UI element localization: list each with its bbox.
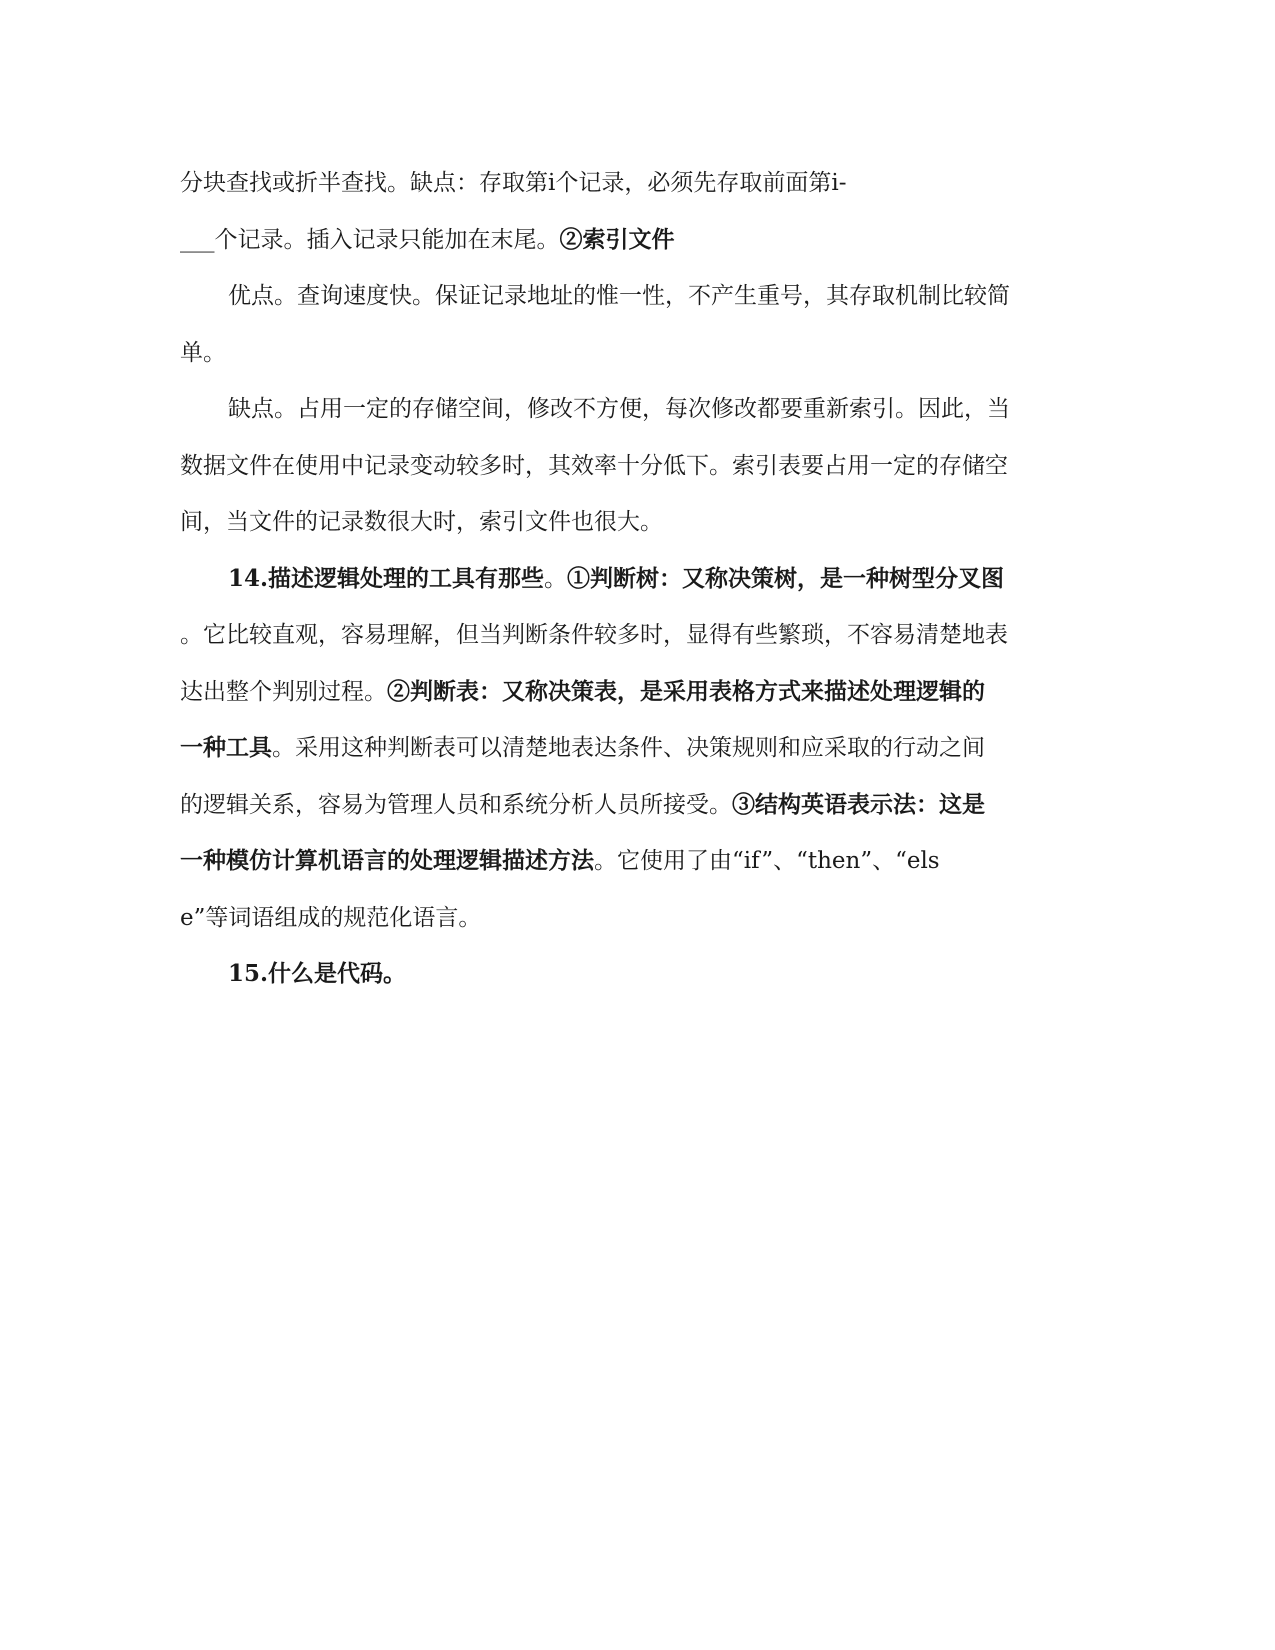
text-segment: 数据文件在使用中记录变动较多时，其效率十分低下。索引表要占用一定的存储空 xyxy=(180,452,1008,479)
text-line xyxy=(180,438,1040,495)
text-line xyxy=(180,325,1040,382)
text-line xyxy=(180,551,1040,608)
question-14-heading: 14.描述逻辑处理的工具有那些 xyxy=(228,564,545,592)
text-segment: 。 xyxy=(544,565,568,592)
text-line xyxy=(180,777,1040,834)
bold-term-structured-english: ③结构英语表示法：这是 xyxy=(732,790,985,818)
text-segment: 达出整个判别过程。 xyxy=(180,678,387,705)
text-segment: 。采用这种判断表可以清楚地表达条件、决策规则和应采取的行动之间 xyxy=(272,735,985,761)
text-line xyxy=(180,268,1040,325)
text-segment: ___个记录。插入记录只能加在末尾。 xyxy=(180,226,560,253)
text-line xyxy=(180,664,1040,721)
text-line xyxy=(180,720,1040,777)
text-line xyxy=(180,890,1040,947)
text-line xyxy=(180,212,1040,269)
bold-term-decision-tree: ①判断树：又称决策树，是一种树型分叉图 xyxy=(567,564,1005,592)
text-segment: 的逻辑关系，容易为管理人员和系统分析人员所接受。 xyxy=(180,791,732,818)
question-15-heading: 15.什么是代码。 xyxy=(228,960,407,987)
bold-term-decision-table: ②判断表：又称决策表，是采用表格方式来描述处理逻辑的 xyxy=(387,677,985,705)
text-segment: 缺点。占用一定的存储空间，修改不方便，每次修改都要重新索引。因此，当 xyxy=(228,396,1010,422)
bold-term-structured-english-cont: 一种模仿计算机语言的处理逻辑描述方法 xyxy=(180,847,594,874)
text-line xyxy=(180,494,1040,551)
text-line xyxy=(180,833,1040,890)
text-line xyxy=(180,946,1040,1003)
text-line xyxy=(180,607,1040,664)
text-segment: 。它使用了由“if”、“then”、“els xyxy=(594,848,940,874)
text-segment: 优点。查询速度快。保证记录地址的惟一性，不产生重号，其存取机制比较简 xyxy=(228,283,1010,309)
text-segment: 单。 xyxy=(180,339,226,366)
text-line xyxy=(180,155,1040,212)
text-segment: 分块查找或折半查找。缺点：存取第i个记录，必须先存取前面第i- xyxy=(180,170,847,196)
bold-heading-index-file: ②索引文件 xyxy=(559,225,675,253)
text-segment: 间，当文件的记录数很大时，索引文件也很大。 xyxy=(180,509,663,535)
bold-term-decision-table-cont: 一种工具 xyxy=(180,734,272,761)
text-segment: 。它比较直观，容易理解，但当判断条件较多时，显得有些繁琐，不容易清楚地表 xyxy=(180,622,1008,648)
document-body xyxy=(180,155,1040,1003)
text-line xyxy=(180,381,1040,438)
text-segment: e”等词语组成的规范化语言。 xyxy=(180,904,482,931)
